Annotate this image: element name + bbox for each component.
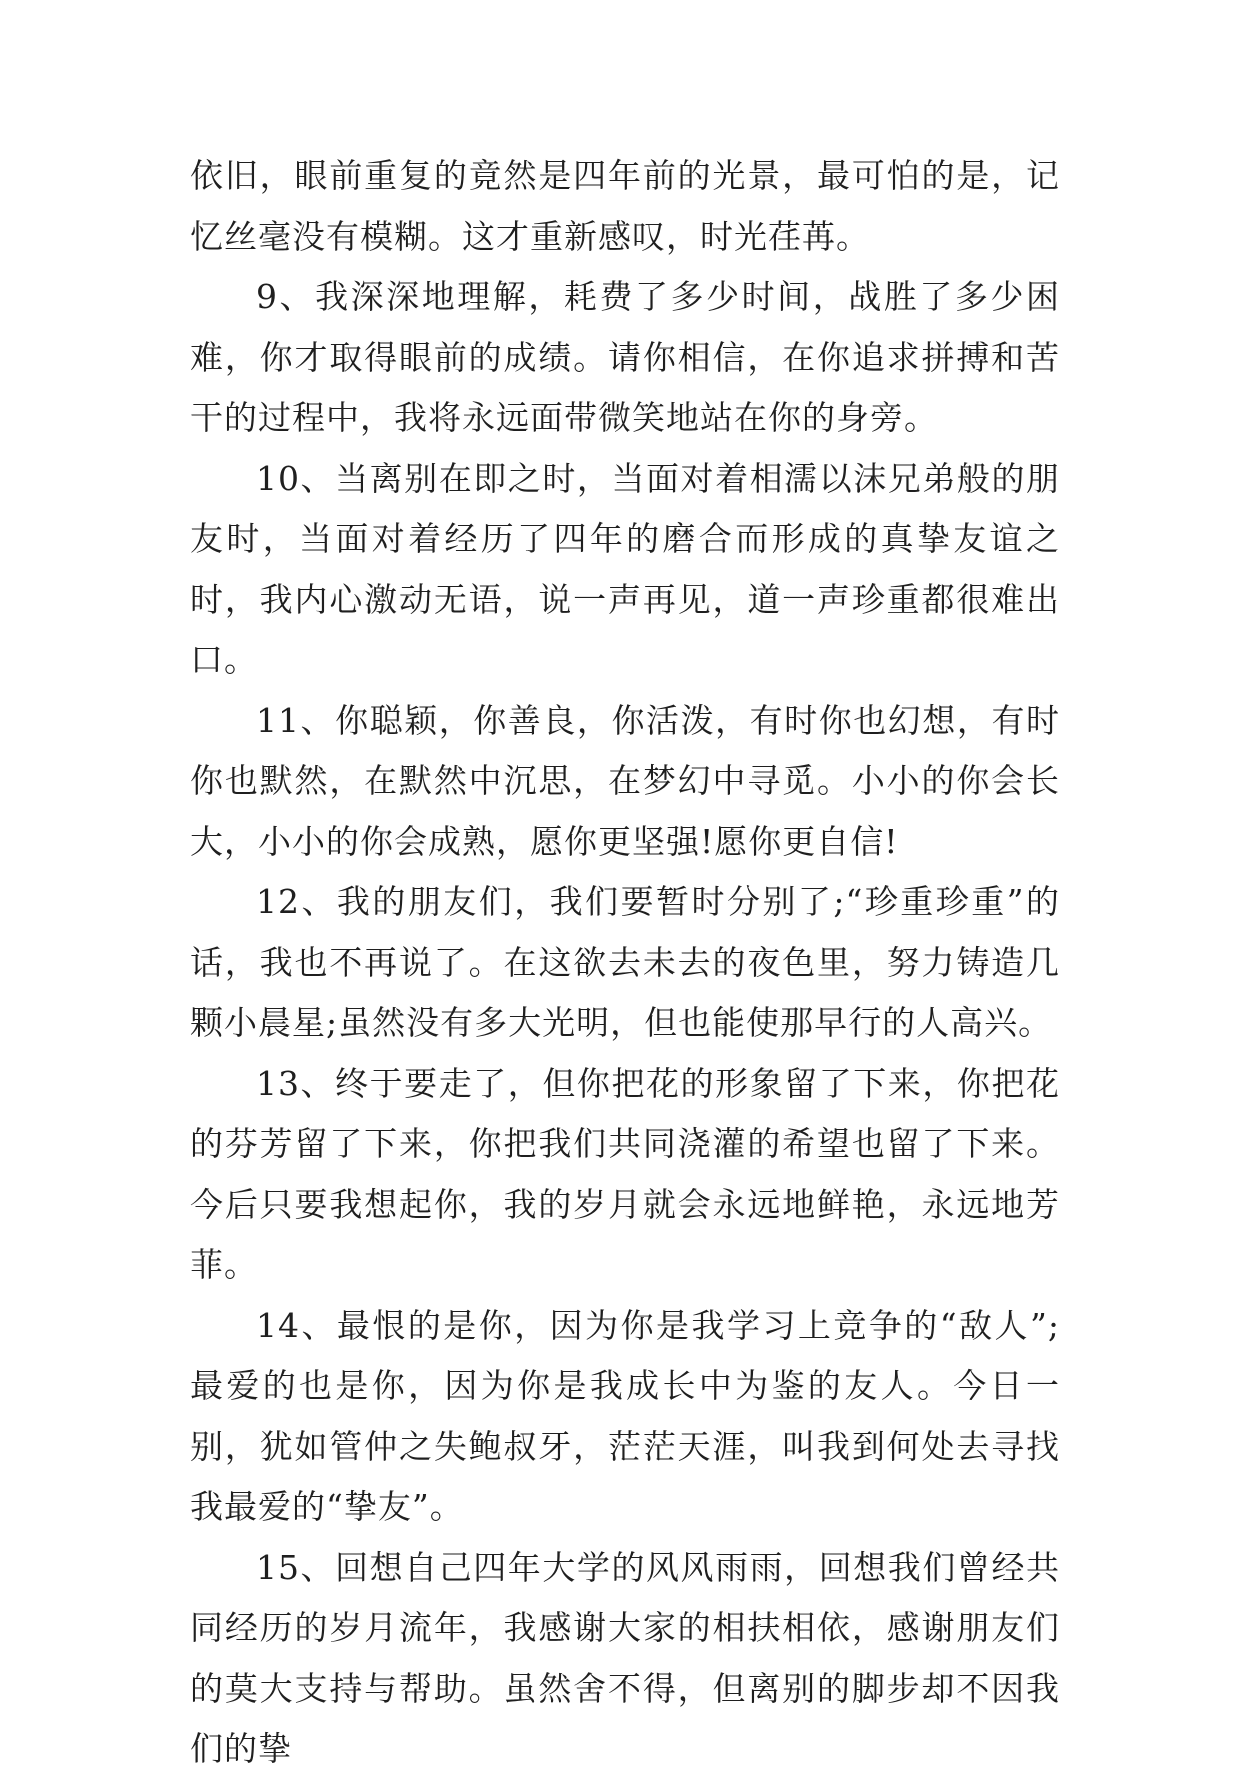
paragraph-11: 11、你聪颖，你善良，你活泼，有时你也幻想，有时你也默然，在默然中沉思，在梦幻中寻觅。小小的你会长大，小小的你会成熟，愿你更坚强!愿你更自信! (190, 700, 1060, 861)
paragraph-12: 12、我的朋友们，我们要暂时分别了;“珍重珍重”的话，我也不再说了。在这欲去未去的夜色里，努力铸造几颗小晨星;虽然没有多大光明，但也能使那早行的人高兴。 (190, 882, 1060, 1042)
paragraph-9: 9、我深深地理解，耗费了多少时间，战胜了多少困难，你才取得眼前的成绩。请你相信，在你追求拼搏和苦干的过程中，我将永远面带微笑地站在你的身旁。 (190, 277, 1060, 437)
paragraph-15: 15、回想自己四年大学的风风雨雨，回想我们曾经共同经历的岁月流年，我感谢大家的相扶相依，感谢朋友们的莫大支持与帮助。虽然舍不得，但离别的脚步却不因我们的挚 (190, 1547, 1060, 1768)
paragraph-10: 10、当离别在即之时，当面对着相濡以沫兄弟般的朋友时，当面对着经历了四年的磨合而形成的真挚友谊之时，我内心激动无语，说一声再见，道一声珍重都很难出口。 (190, 458, 1060, 679)
paragraph-14: 14、最恨的是你，因为你是我学习上竞争的“敌人”;最爱的也是你，因为你是我成长中为鉴的友人。今日一别，犹如管仲之失鲍叔牙，茫茫天涯，叫我到何处去寻找我最爱的“挚友”。 (190, 1305, 1060, 1526)
paragraph-13: 13、终于要走了，但你把花的形象留了下来，你把花的芬芳留了下来，你把我们共同浇灌的希望也留了下来。今后只要我想起你，我的岁月就会永远地鲜艳，永远地芳菲。 (190, 1063, 1060, 1284)
paragraph-continued: 依旧，眼前重复的竟然是四年前的光景，最可怕的是，记忆丝毫没有模糊。这才重新感叹，时光荏苒。 (190, 156, 1060, 256)
body-text (190, 146, 1060, 1780)
